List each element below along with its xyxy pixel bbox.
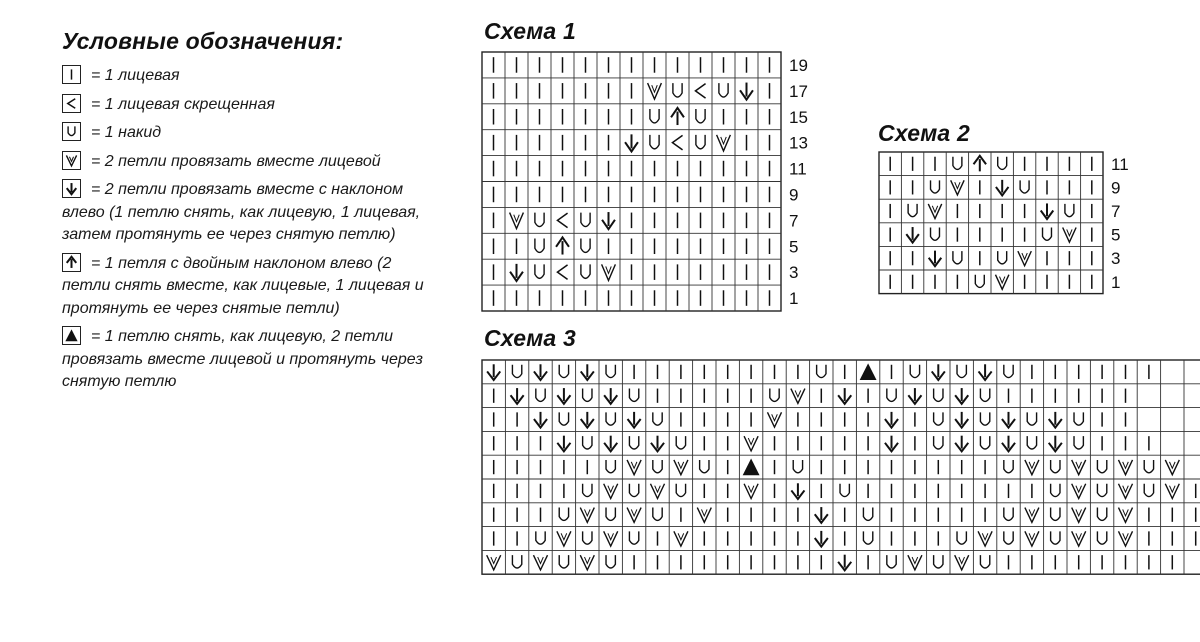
scheme-3-frame (482, 360, 1200, 574)
row-number: 1 (789, 289, 799, 309)
legend-item-text: = 1 петлю снять, как лицевую, 2 петли провязать вместе лицевой и протянуть через снятую петлю (62, 328, 423, 390)
scheme-3-grid (482, 360, 1200, 574)
row-number: 13 (789, 133, 808, 153)
scheme-2-grid (879, 152, 1129, 294)
row-number: 11 (1111, 154, 1129, 174)
row-number: 3 (1111, 249, 1121, 269)
row-number: 9 (1111, 178, 1121, 198)
row-number: 3 (789, 263, 799, 283)
row-number: 19 (789, 55, 808, 75)
legend-item-text: = 2 петли провязать вместе с наклоном влево (1 петлю снять, как лицевую, 1 лицевая, затем протянуть ее через снятую петлю) (62, 181, 421, 243)
row-number: 9 (789, 185, 799, 205)
scheme-2-title: Схема 2 (878, 120, 971, 146)
row-number: 5 (1111, 225, 1121, 245)
legend-title: Условные обозначения: (62, 28, 344, 54)
legend-item-text: = 1 лицевая (91, 67, 180, 84)
row-number: 5 (789, 237, 799, 257)
legend-item-text: = 1 лицевая скрещенная (91, 95, 275, 113)
scheme-1-grid (482, 52, 808, 311)
row-number: 7 (789, 211, 799, 231)
row-number: 7 (1111, 202, 1121, 221)
legend-item-text: = 2 петли провязать вместе лицевой (91, 152, 381, 170)
scheme-1-title: Схема 1 (484, 18, 577, 44)
legend-item-text: = 1 накид (91, 124, 162, 141)
legend-item-text: = 1 петля с двойным наклоном влево (2 петли снять вместе, как лицевые, 1 лицевая и протянуть ее через снятые петли) (62, 254, 424, 317)
row-number: 17 (789, 81, 808, 101)
row-number: 1 (1111, 272, 1121, 292)
scheme-3-title: Схема 3 (484, 325, 577, 351)
row-number: 11 (789, 159, 807, 179)
row-number: 15 (789, 107, 808, 127)
